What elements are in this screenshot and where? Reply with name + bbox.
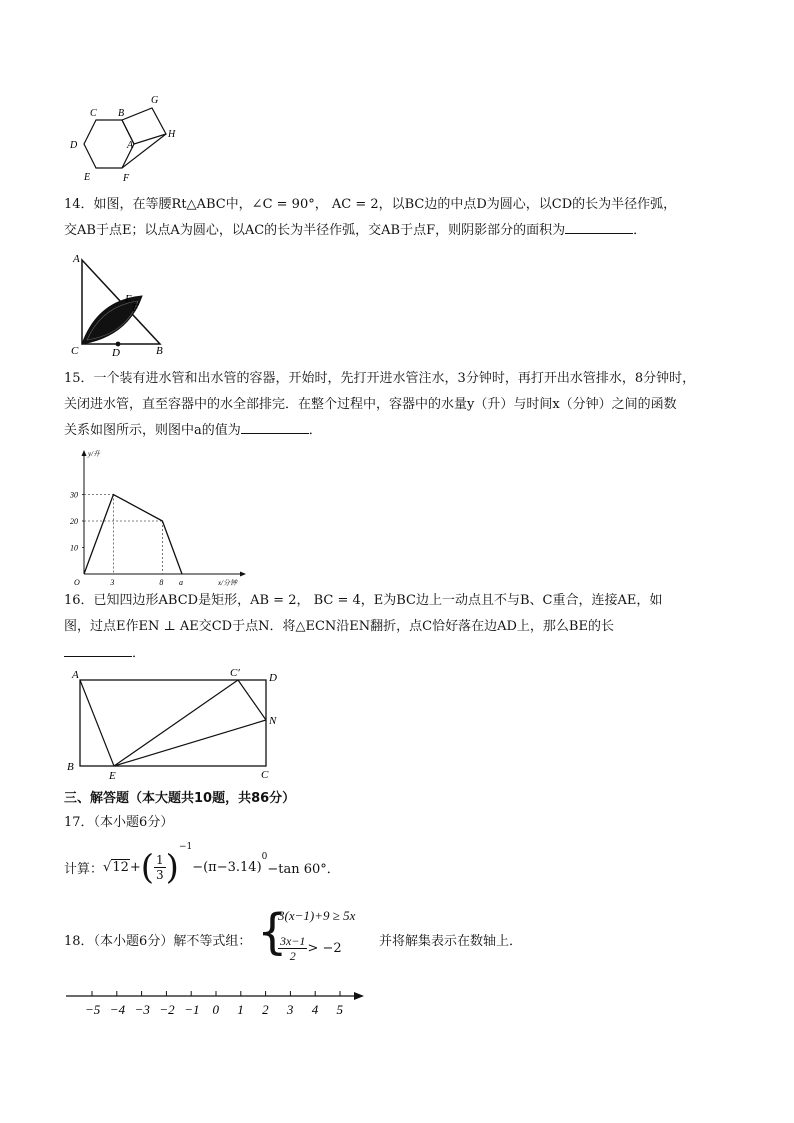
fig14-label-c: C — [71, 345, 79, 357]
figure-rectangle-fold — [62, 664, 292, 786]
number-line-label-6: 1 — [237, 1002, 244, 1017]
fig14-label-e: E — [125, 293, 132, 305]
q16-line1: 16．已知四边形ABCD是矩形，AB = 2， BC = 4，E为BC边上一动点且不与B、C重合，连接AE，如 — [64, 593, 663, 608]
fig13-label-f: F — [123, 173, 130, 184]
y-axis-label: y/升 — [88, 450, 101, 458]
q15-line3 — [64, 421, 322, 440]
q17-middle: −(π−3.14) — [192, 860, 262, 875]
fraction-denominator: 3 — [156, 868, 164, 882]
q15-answer-blank[interactable] — [241, 421, 309, 434]
ineq2-denominator: 2 — [289, 949, 296, 963]
fig14-label-a: A — [73, 253, 80, 265]
number-line-label-9: 4 — [311, 1002, 319, 1017]
q14-line2 — [64, 221, 646, 240]
point-d — [116, 342, 121, 347]
fig14-label-b: B — [156, 345, 163, 357]
fig16-label-c-prime: C′ — [230, 667, 240, 679]
y-axis-arrow — [82, 450, 87, 456]
number-line-label-3: −2 — [159, 1002, 175, 1017]
x-tick-label-3: 3 — [110, 578, 115, 586]
left-paren: ( — [140, 847, 155, 888]
q17-tail: −tan 60°． — [267, 862, 340, 877]
ineq2-numerator: 3x−1 — [280, 934, 306, 948]
system-brace: { — [257, 904, 288, 960]
inequality-1: 3(x−1)+9 ≥ 5x — [278, 908, 356, 923]
figure-hexagon-square — [64, 92, 184, 184]
q16-line3 — [64, 644, 145, 663]
number-line-label-1: −4 — [109, 1002, 126, 1017]
segment-ae — [80, 680, 114, 766]
fig13-label-a: A — [127, 140, 134, 151]
number-line-label-7: 2 — [262, 1002, 269, 1017]
fig13-label-c: C — [90, 108, 97, 119]
number-line-label-2: −3 — [134, 1002, 150, 1017]
fig16-label-b: B — [67, 761, 74, 773]
q15-line2: 关闭进水管，直至容器中的水全部排完．在整个过程中，容器中的水量y（升）与时间x（分钟）之间的函数 — [64, 397, 677, 412]
q16-end: ． — [132, 646, 146, 661]
exponent-neg-one: −1 — [178, 842, 193, 852]
inequality-2-fraction — [278, 934, 307, 963]
x-tick-label-a: a — [179, 578, 183, 586]
segment-c-prime-n — [238, 680, 266, 720]
fig16-label-d: D — [269, 672, 277, 684]
y-tick-label-20: 20 — [70, 517, 78, 526]
q15-line1: 15．一个装有进水管和出水管的容器，开始时，先打开进水管注水，3分钟时，再打开出水管排水，8分钟时， — [64, 371, 696, 386]
fig13-label-d: D — [70, 140, 78, 151]
q15-end: ． — [308, 423, 322, 438]
x-tick-label-O: O — [74, 578, 80, 586]
q18-suffix: 并将解集表示在数轴上． — [379, 934, 523, 949]
y-tick-label-10: 10 — [70, 543, 78, 553]
fig16-label-a: A — [72, 669, 79, 681]
fig14-label-d: D — [112, 347, 120, 359]
number-line-arrow — [354, 992, 364, 1000]
q14-answer-blank[interactable] — [565, 221, 633, 234]
fig13-label-h: H — [168, 129, 176, 140]
fig14-label-f: F — [132, 302, 139, 314]
number-line-label-4: −1 — [184, 1002, 200, 1017]
section-3-title: 三、解答题（本大题共10题，共86分） — [64, 791, 296, 806]
segment-ec-prime — [114, 680, 238, 766]
q15-line3-text: 关系如图所示，则图中a的值为 — [64, 423, 241, 438]
x-axis-label: x/分钟 — [218, 579, 238, 586]
q14-end: ． — [633, 223, 647, 238]
fig16-label-n: N — [269, 715, 277, 727]
q18-block — [64, 904, 624, 974]
q14-line1: 14．如图，在等腰Rt△ABC中，∠C = 90°， AC = 2，以BC边的中点D为圆心，以CD的长为半径作弧， — [64, 197, 677, 212]
number-line-label-5: 0 — [212, 1002, 219, 1017]
fig13-label-e: E — [84, 172, 91, 183]
inequality-2 — [278, 934, 342, 963]
rectangle-abcd — [80, 680, 266, 766]
series-water-volume — [84, 495, 182, 575]
number-line-label-0: −5 — [85, 1002, 101, 1017]
q14-line2-text: 交AB于点E；以点A为圆心，以AC的长为半径作弧，交AB于点F，则阴影部分的面积为 — [64, 223, 566, 238]
x-axis-arrow — [240, 572, 246, 577]
plus-sign: + — [129, 860, 141, 875]
q18-prefix: 18．（本小题6分）解不等式组： — [64, 934, 252, 949]
fig16-label-e: E — [109, 770, 116, 782]
fig13-label-b: B — [118, 108, 125, 119]
fraction-numerator: 1 — [156, 853, 164, 867]
x-tick-label-8: 8 — [159, 578, 164, 586]
number-line-label-8: 3 — [286, 1002, 294, 1017]
fraction-one-third — [154, 853, 166, 882]
q16-line2: 图，过点E作EN ⊥ AE交CD于点N．将△ECN沿EN翻折，点C恰好落在边AD上，那么BE的长 — [64, 619, 614, 634]
q17-expression — [64, 842, 340, 888]
fig16-label-c: C — [261, 769, 269, 781]
exponent-zero: 0 — [261, 852, 268, 862]
sqrt-argument: 12 — [112, 860, 129, 875]
ineq2-tail: > −2 — [307, 941, 342, 956]
sqrt-sign: √ — [103, 860, 112, 875]
q17-prefix: 计算： — [64, 862, 104, 877]
segment-en — [114, 720, 266, 766]
number-line-label-10: 5 — [336, 1002, 343, 1017]
y-tick-label-30: 30 — [70, 490, 78, 500]
fig13-label-g: G — [151, 95, 159, 106]
figure-triangle-arcs — [68, 250, 178, 360]
q16-answer-blank[interactable] — [64, 644, 132, 657]
q17-header: 17．（本小题6分） — [64, 815, 174, 830]
number-line — [62, 986, 372, 1020]
water-volume-chart — [62, 446, 252, 586]
right-paren: ) — [165, 847, 179, 888]
